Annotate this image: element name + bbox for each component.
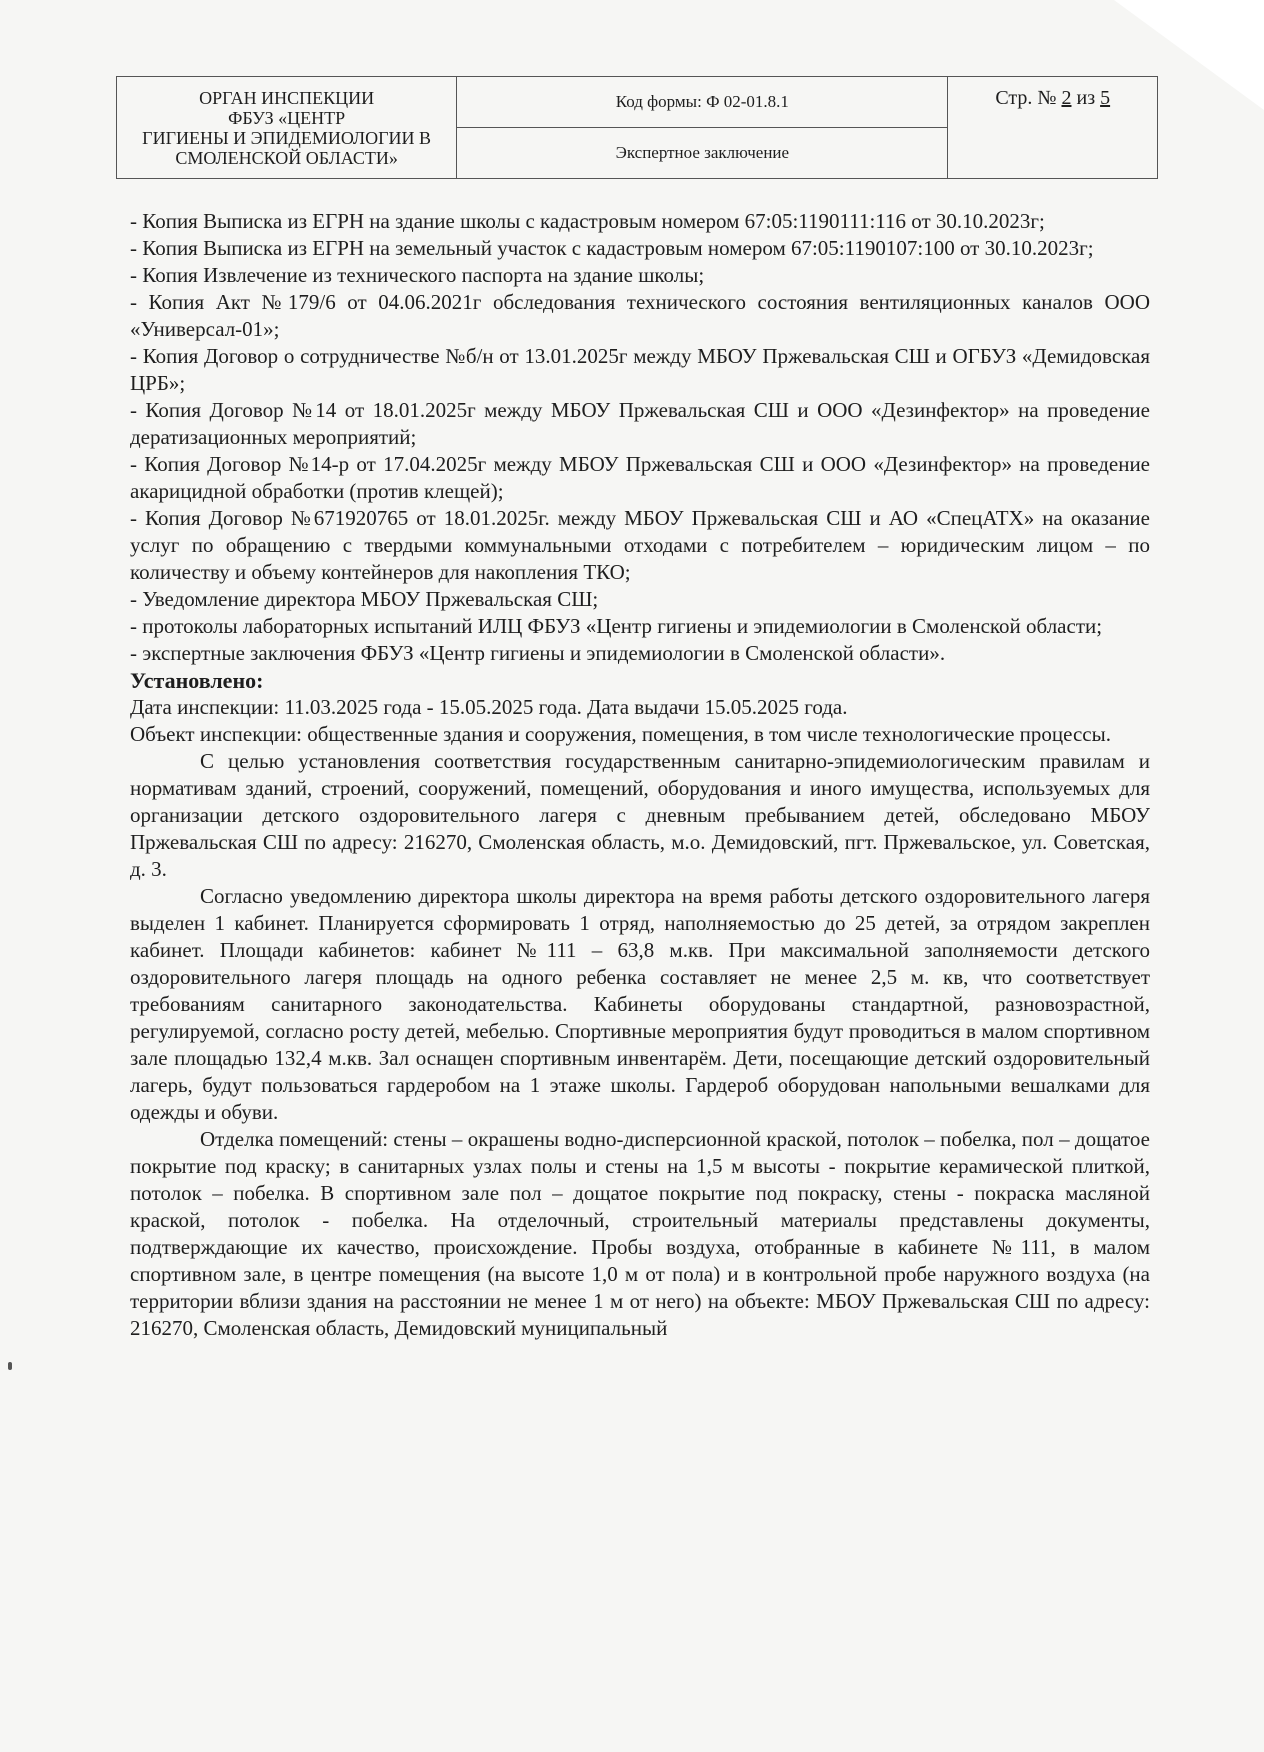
document-list-item: - Копия Договор №671920765 от 18.01.2025г. между МБОУ Пржевальская СШ и АО «СпецАТХ» на оказание услуг по обращению с твердыми коммунальными отходами с потребителем – юридическим лицом – по количеству и объему контейнеров для накопления ТКО;: [130, 506, 1150, 584]
page-current: 2: [1061, 87, 1072, 109]
document-list-item: - Копия Договор №14-р от 17.04.2025г между МБОУ Пржевальская СШ и ООО «Дезинфектор» на проведение акарицидной обработки (против клещей);: [130, 452, 1150, 503]
document-list-item: - Копия Договор о сотрудничестве №б/н от 13.01.2025г между МБОУ Пржевальская СШ и ОГБУЗ «Демидовская ЦРБ»;: [130, 344, 1150, 395]
document-body: [130, 208, 1150, 1342]
inspection-body: [117, 77, 457, 179]
org-line: СМОЛЕНСКОЙ ОБЛАСТИ»: [175, 147, 398, 168]
established-heading: Установлено:: [130, 668, 264, 693]
document-title: Экспертное заключение: [457, 128, 948, 179]
document-list-item: - Копия Выписка из ЕГРН на здание школы с кадастровым номером 67:05:1190111:116 от 30.10.2023г;: [130, 209, 1045, 233]
page-total: 5: [1100, 87, 1111, 109]
body-paragraph: Согласно уведомлению директора школы директора на время работы детского оздоровительного лагеря выделен 1 кабинет. Планируется сформировать 1 отряд, наполняемостью до 25 детей, за отрядом закреплен кабинет. Площади кабинетов: кабинет №111 – 63,8 м.кв. При максимальной заполняемости детского оздоровительного лагеря площадь на одного ребенка составляет не менее 2,5 м. кв, что соответствует требованиям санитарного законодательства. Кабинеты оборудованы стандартной, разновозрастной, регулируемой, согласно росту детей, мебелью. Спортивные мероприятия будут проводиться в малом спортивном зале площадью 132,4 м.кв. Зал оснащен спортивным инвентарём. Дети, посещающие детский оздоровительный лагерь, будут пользоваться гардеробом на 1 этаже школы. Гардероб оборудован напольными вешалками для одежды и обуви.: [130, 884, 1150, 1124]
scan-mark: [8, 1362, 12, 1370]
org-line: ФБУЗ «ЦЕНТР: [228, 107, 346, 128]
inspection-object: Объект инспекции: общественные здания и сооружения, помещения, в том числе технологические процессы.: [130, 722, 1111, 746]
body-paragraph: Отделка помещений: стены – окрашены водно-дисперсионной краской, потолок – побелка, пол – дощатое покрытие под краску; в санитарных узлах полы и стены на 1,5 м высоты - покрытие керамической плиткой, потолок – побелка. В спортивном зале пол – дощатое покрытие под покраску, стены - покраска масляной краской, потолок - побелка. На отделочный, строительный материалы представлены документы, подтверждающие их качество, происхождение. Пробы воздуха, отобранные в кабинете №111, в малом спортивном зале, в центре помещения (на высоте 1,0 м от пола) и в контрольной пробе наружного воздуха (на территории вблизи здания на расстоянии не менее 1 м от него) на объекте: МБОУ Пржевальская СШ по адресу: 216270, Смоленская область, Демидовский муниципальный: [130, 1127, 1150, 1340]
document-list-item: - Копия Договор №14 от 18.01.2025г между МБОУ Пржевальская СШ и ООО «Дезинфектор» на проведение дератизационных мероприятий;: [130, 398, 1150, 449]
document-list-item: - Копия Извлечение из технического паспорта на здание школы;: [130, 263, 705, 287]
form-code: Код формы: Ф 02-01.8.1: [457, 77, 948, 128]
body-paragraph: С целью установления соответствия государственным санитарно-эпидемиологическим правилам и нормативам зданий, строений, сооружений, помещений, оборудования и иного имущества, используемых для организации детского оздоровительного лагеря с дневным пребыванием детей, обследовано МБОУ Пржевальская СШ по адресу: 216270, Смоленская область, м.о. Демидовский, пгт. Пржевальское, ул. Советская, д. 3.: [130, 749, 1150, 881]
document-list-item: - протоколы лабораторных испытаний ИЛЦ ФБУЗ «Центр гигиены и эпидемиологии в Смоленской области;: [130, 614, 1103, 638]
inspection-dates: Дата инспекции: 11.03.2025 года - 15.05.2025 года. Дата выдачи 15.05.2025 года.: [130, 695, 848, 719]
org-line: ГИГИЕНЫ И ЭПИДЕМИОЛОГИИ В: [142, 127, 432, 148]
document-list-item: - Копия Выписка из ЕГРН на земельный участок с кадастровым номером 67:05:1190107:100 от 30.10.2023г;: [130, 236, 1094, 260]
document-list-item: - Копия Акт №179/6 от 04.06.2021г обследования технического состояния вентиляционных каналов ООО «Универсал-01»;: [130, 290, 1150, 341]
document-list-item: - экспертные заключения ФБУЗ «Центр гигиены и эпидемиологии в Смоленской области».: [130, 641, 946, 665]
form-header: [116, 76, 1158, 179]
org-line: ОРГАН ИНСПЕКЦИИ: [199, 87, 375, 108]
page-number: [948, 77, 1158, 179]
document-list-item: - Уведомление директора МБОУ Пржевальская СШ;: [130, 587, 599, 611]
page-prefix: Стр. №: [995, 87, 1057, 109]
page-of: из: [1076, 87, 1096, 109]
